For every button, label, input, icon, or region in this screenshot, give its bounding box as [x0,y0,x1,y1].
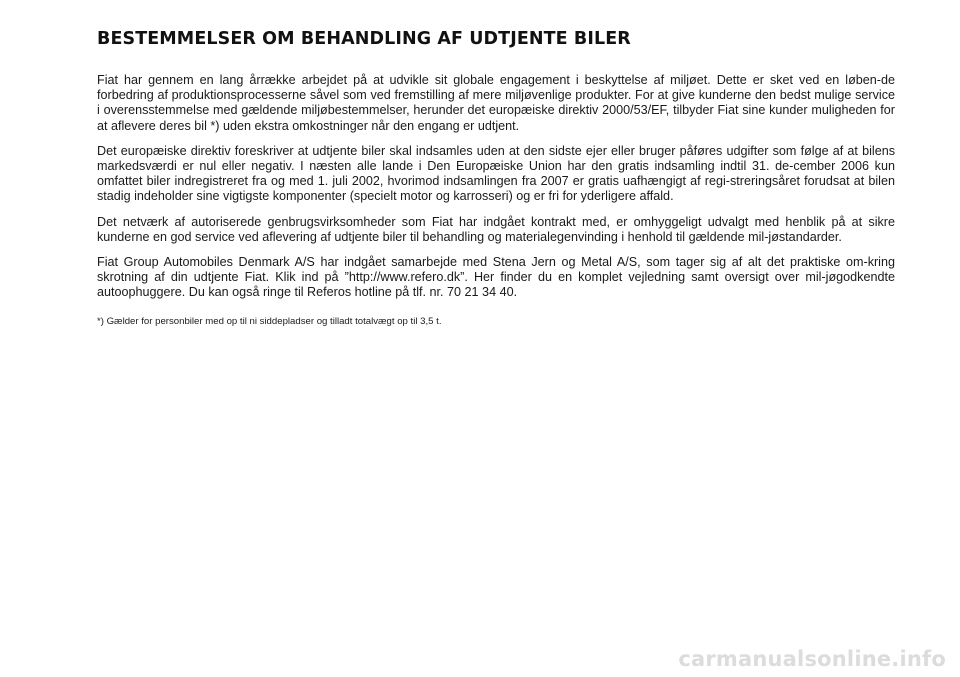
paragraph-recycling-network: Det netværk af autoriserede genbrugsvirksomheder som Fiat har indgået kontrakt med, er omhyggeligt udvalgt med henblik på at sikre kunderne en god service ved aflevering af udtjente biler til behandling og materialegenvinding i henhold til gældende mil-jøstandarder. [97,214,895,244]
paragraph-environment: Fiat har gennem en lang årrække arbejdet på at udvikle sit globale engagement i beskyttelse af miljøet. Dette er sket ved en løben-de forbedring af produktionsprocesserne såvel som ved fremstilling af mere miljøvenlige produkter. For at give kunderne den bedst mulige service i overensstemmelse med gældende miljøbestemmelser, herunder det europæiske direktiv 2000/53/EF, tilbyder Fiat sine kunder muligheden for at aflevere deres bil *) uden ekstra omkostninger når den engang er udtjent. [97,73,895,133]
paragraph-contact-info: Fiat Group Automobiles Denmark A/S har indgået samarbejde med Stena Jern og Metal A/S, som tager sig af alt det praktiske om-kring skrotning af din udtjente Fiat. Klik ind på ”http://www.refero.dk”. Her finder du en komplet vejledning samt oversigt over mil-jøgodkendte autoophuggere. Du kan også ringe til Referos hotline på tlf. nr. 70 21 34 40. [97,255,895,300]
document-title: BESTEMMELSER OM BEHANDLING AF UDTJENTE BILER [97,29,631,49]
watermark: carmanualsonline.info [678,647,946,671]
document-page [97,26,895,328]
paragraph-eu-directive: Det europæiske direktiv foreskriver at udtjente biler skal indsamles uden at den sidste ejer eller bruger påføres udgifter som følge af at bilens markedsværdi er nul eller negativ. I næsten alle lande i Den Europæiske Union har den gratis indsamling indtil 31. de-cember 2006 kun omfattet biler indregistreret fra og med 1. juli 2002, hvorimod indsamlingen fra 2007 er gratis uafhængigt af regi-streringsåret forudsat at bilen stadig indeholder sine vigtigste komponenter (specielt motor og karrosseri) og er fri for yderligere affald. [97,143,895,204]
footnote: *) Gælder for personbiler med op til ni siddepladser og tilladt totalvægt op til 3,5 t. [97,315,442,327]
